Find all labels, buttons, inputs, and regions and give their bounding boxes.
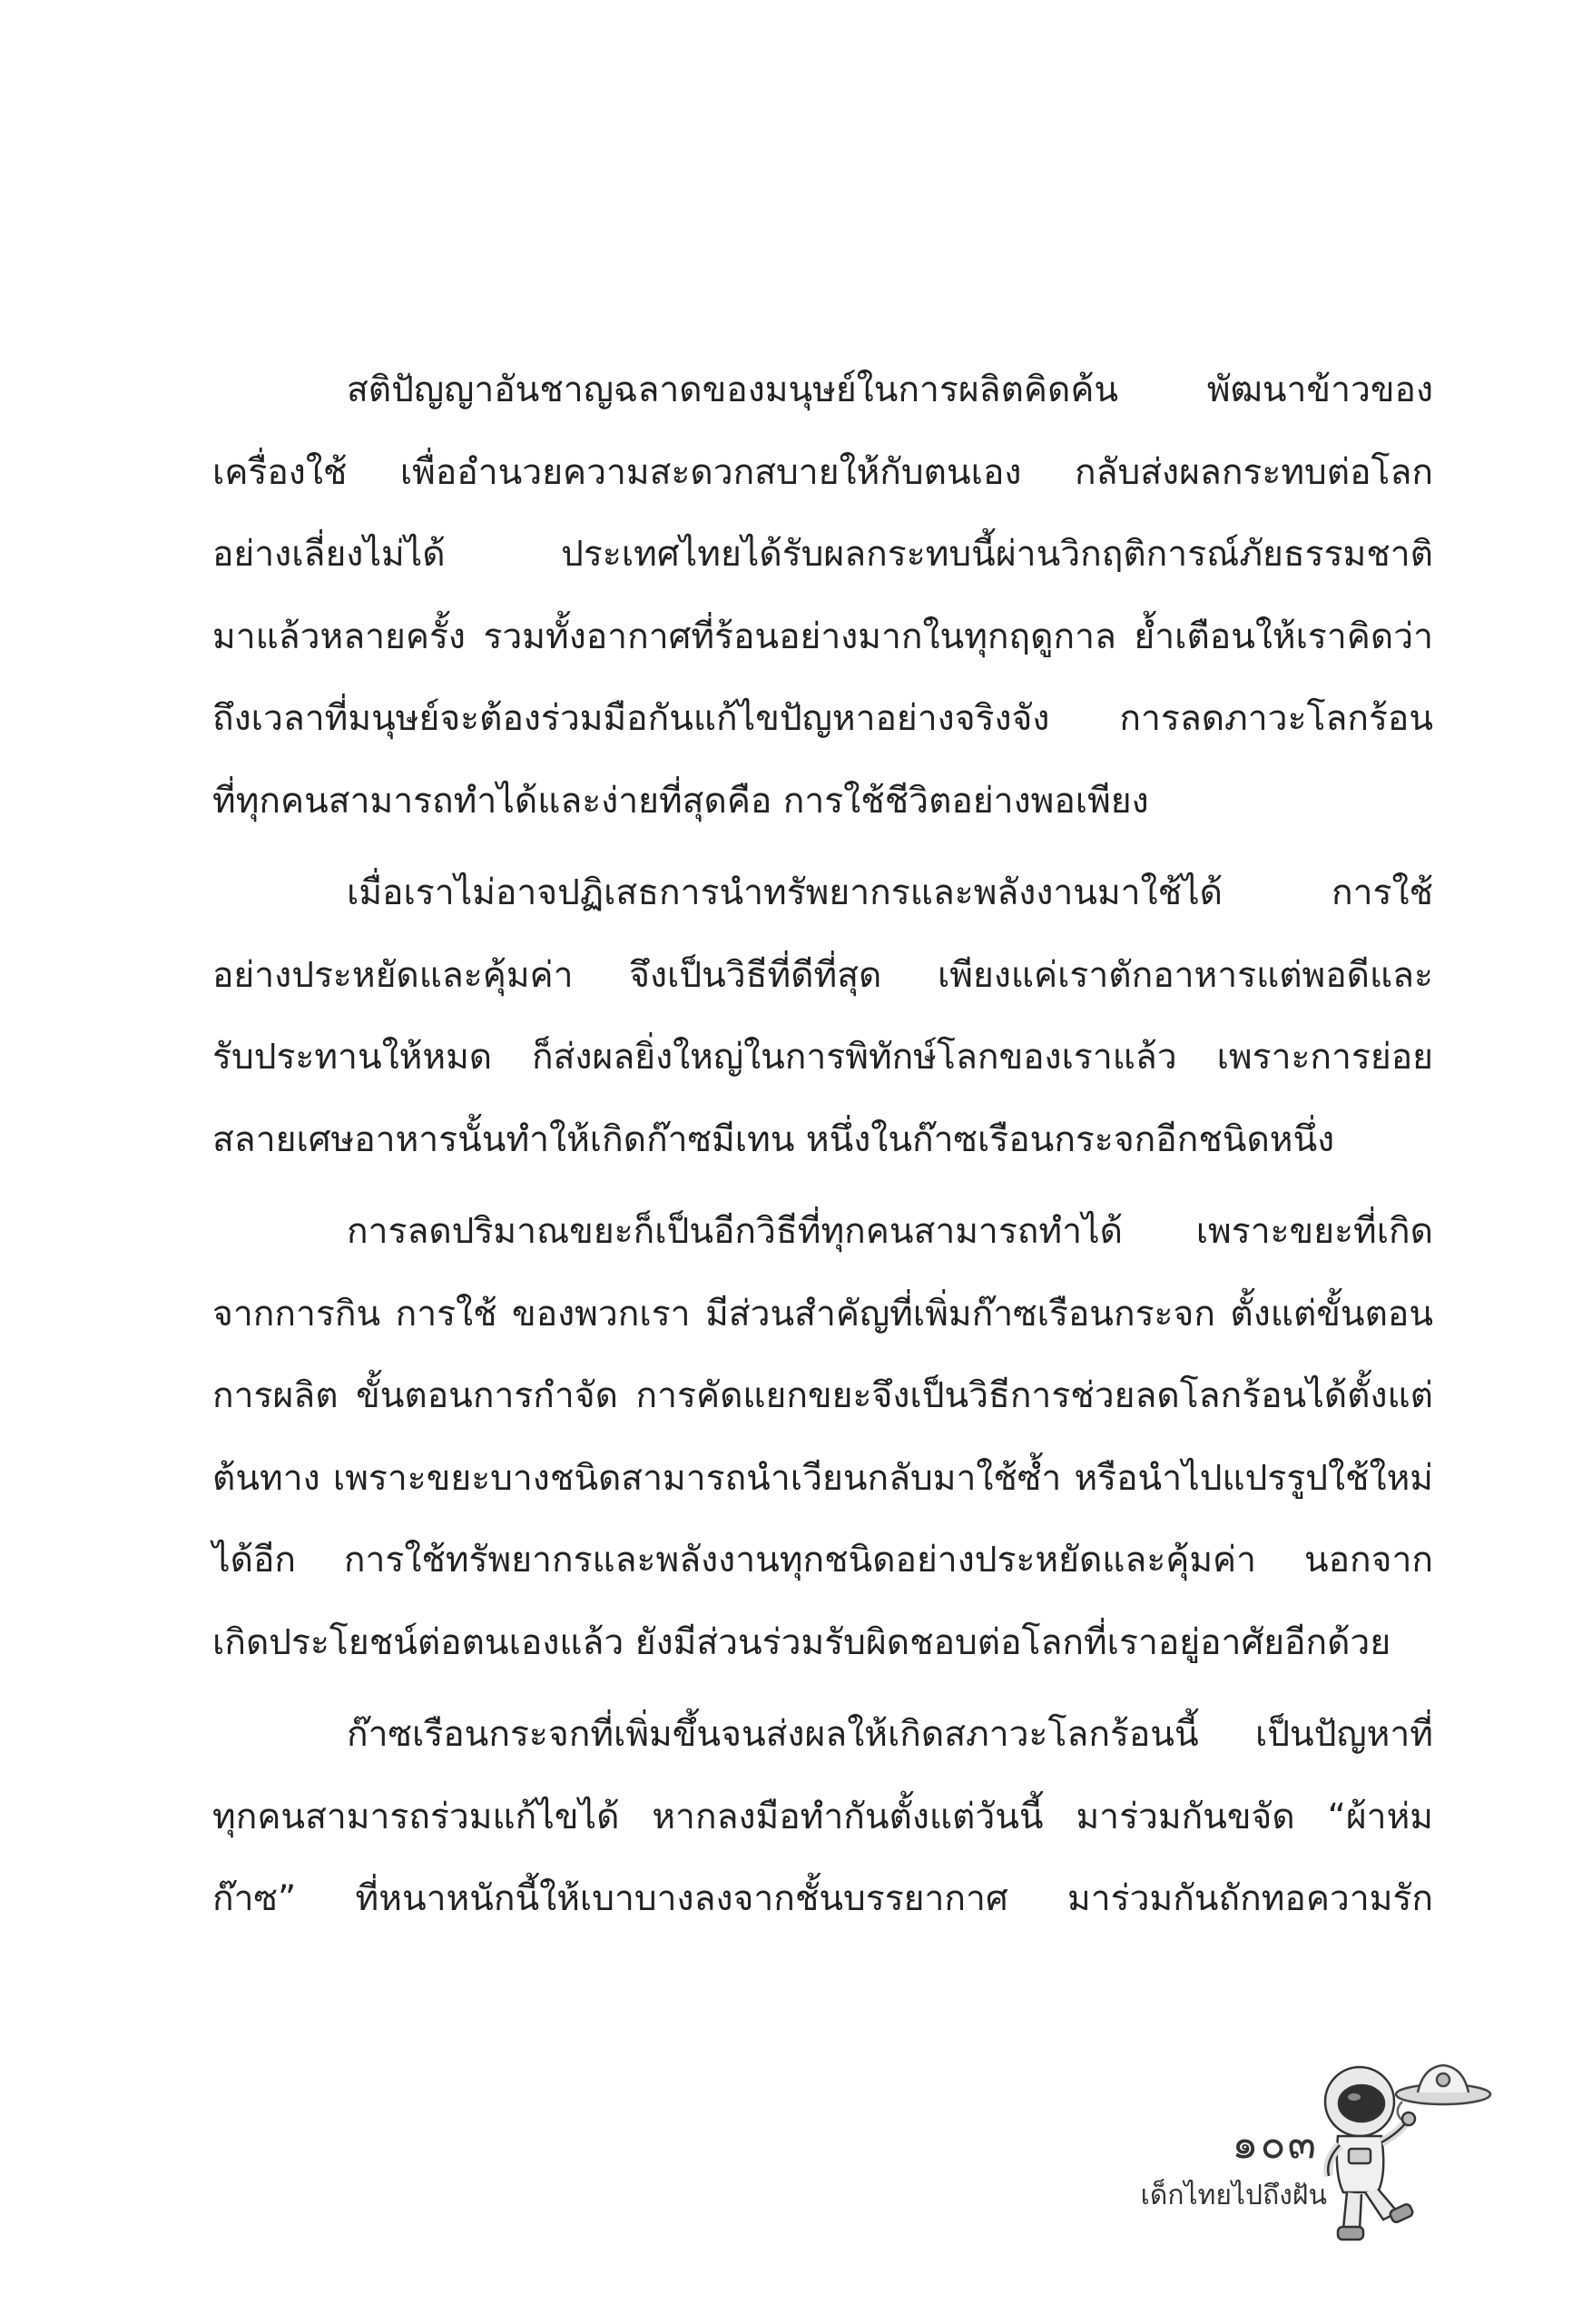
text-line: ได้อีก การใช้ทรัพยากรและพลังงานทุกชนิดอย่างประหยัดและคุ้มค่า นอกจาก xyxy=(212,1540,1433,1581)
text-line: ทุกคนสามารถร่วมแก้ไขได้ หากลงมือทำกันตั้งแต่วันนี้ มาร่วมกันขจัด “ผ้าห่ม xyxy=(212,1796,1433,1837)
text-line: อย่างเลี่ยงไม่ได้ ประเทศไทยได้รับผลกระทบนี้ผ่านวิกฤติการณ์ภัยธรรมชาติ xyxy=(212,534,1433,575)
text-line: ถึงเวลาที่มนุษย์จะต้องร่วมมือกันแก้ไขปัญหาอย่างจริงจัง การลดภาวะโลกร้อน xyxy=(212,698,1433,739)
text-line: การผลิต ขั้นตอนการกำจัด การคัดแยกขยะจึงเป็นวิธีการช่วยลดโลกร้อนได้ตั้งแต่ xyxy=(212,1375,1433,1416)
text-line: ก๊าซ” ที่หนาหนักนี้ให้เบาบางลงจากชั้นบรรยากาศ มาร่วมกันถักทอความรัก xyxy=(212,1878,1433,1919)
text-line: ที่ทุกคนสามารถทำได้และง่ายที่สุดคือ การใช้ชีวิตอย่างพอเพียง xyxy=(212,780,1149,822)
page-number: ๑๐๓ xyxy=(1232,2119,1318,2168)
text-line: สติปัญญาอันชาญฉลาดของมนุษย์ในการผลิตคิดค้น พัฒนาข้าวของ xyxy=(347,369,1433,410)
astronaut-with-flying-saucer-icon xyxy=(1307,2047,1498,2256)
text-line: เมื่อเราไม่อาจปฏิเสธการนำทรัพยากรและพลังงานมาใช้ได้ การใช้ xyxy=(347,872,1433,913)
text-line: ก๊าซเรือนกระจกที่เพิ่มขึ้นจนส่งผลให้เกิดสภาวะโลกร้อนนี้ เป็นปัญหาที่ xyxy=(347,1714,1433,1755)
body-text xyxy=(212,350,1433,1941)
text-line: การลดปริมาณขยะก็เป็นอีกวิธีที่ทุกคนสามารถทำได้ เพราะขยะที่เกิด xyxy=(347,1211,1433,1252)
paragraph-2 xyxy=(212,852,1433,1181)
paragraph-4 xyxy=(212,1694,1433,1941)
text-line: เครื่องใช้ เพื่ออำนวยความสะดวกสบายให้กับตนเอง กลับส่งผลกระทบต่อโลก xyxy=(212,451,1433,493)
paragraph-1 xyxy=(212,350,1433,842)
text-line: สลายเศษอาหารนั้นทำให้เกิดก๊าซมีเทน หนึ่งในก๊าซเรือนกระจกอีกชนิดหนึ่ง xyxy=(212,1118,1335,1160)
text-line: อย่างประหยัดและคุ้มค่า จึงเป็นวิธีที่ดีที่สุด เพียงแค่เราตักอาหารแต่พอดีและ xyxy=(212,954,1433,996)
page-footer xyxy=(1080,2047,1534,2256)
paragraph-3 xyxy=(212,1191,1433,1684)
text-line: เกิดประโยชน์ต่อตนเองแล้ว ยังมีส่วนร่วมรับผิดชอบต่อโลกที่เราอยู่อาศัยอีกด้วย xyxy=(212,1621,1391,1663)
text-line: ต้นทาง เพราะขยะบางชนิดสามารถนำเวียนกลับมาใช้ซ้ำ หรือนำไปแปรรูปใช้ใหม่ xyxy=(212,1457,1433,1499)
text-line: มาแล้วหลายครั้ง รวมทั้งอากาศที่ร้อนอย่างมากในทุกฤดูกาล ย้ำเตือนให้เราคิดว่า xyxy=(212,615,1433,657)
text-line: รับประทานให้หมด ก็ส่งผลยิ่งใหญ่ในการพิทักษ์โลกของเราแล้ว เพราะการย่อย xyxy=(212,1037,1433,1078)
text-line: จากการกิน การใช้ ของพวกเรา มีส่วนสำคัญที่เพิ่มก๊าซเรือนกระจก ตั้งแต่ขั้นตอน xyxy=(212,1293,1433,1334)
book-title: เด็กไทยไปถึงฝัน xyxy=(1140,2180,1327,2211)
